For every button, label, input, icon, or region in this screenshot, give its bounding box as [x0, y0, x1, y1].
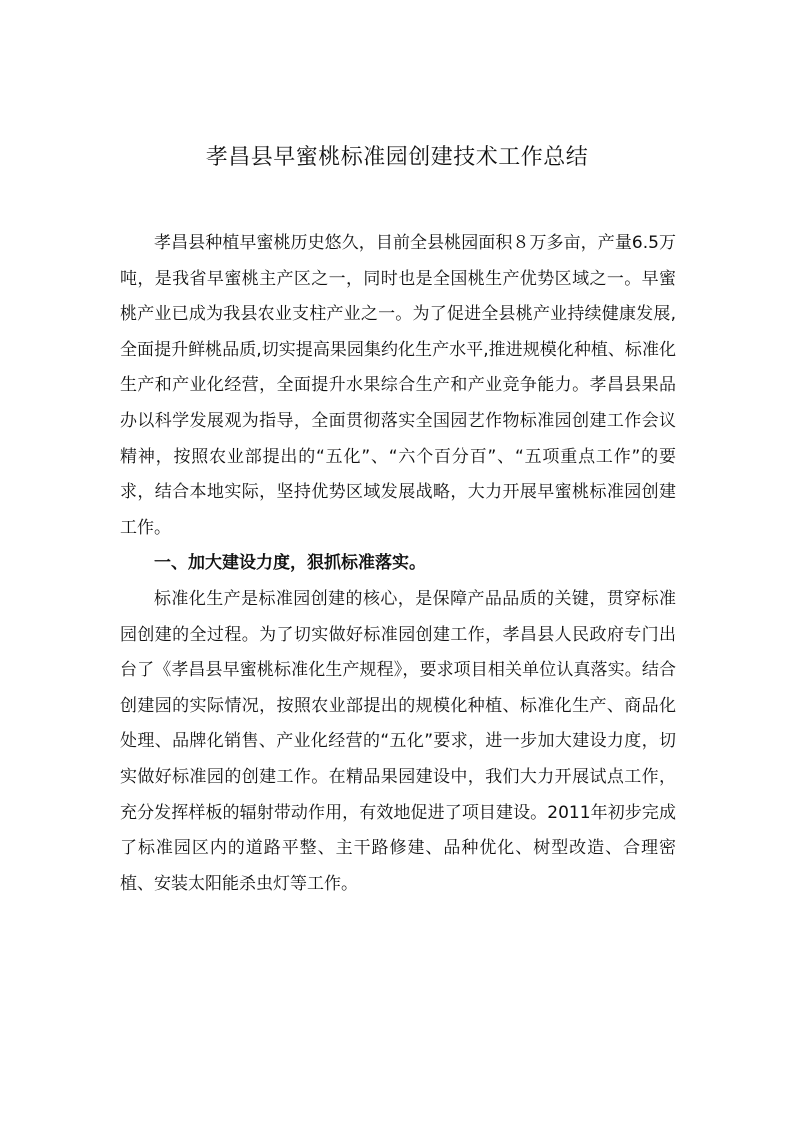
section-paragraph: 标准化生产是标准园创建的核心，是保障产品品质的关键，贯穿标准园创建的全过程。为了切实做好标准园创建工作，孝昌县人民政府专门出台了《孝昌县早蜜桃标准化生产规程》，要求项目相关单位认真落实。结合创建园的实际情况，按照农业部提出的规模化种植、标准化生产、商品化处理、品牌化销售、产业化经营的“五化”要求，进一步加大建设力度，切实做好标准园的创建工作。在精品果园建设中，我们大力开展试点工作，充分发挥样板的辐射带动作用，有效地促进了项目建设。2011年初步完成了标准园区内的道路平整、主干路修建、品种优化、树型改造、合理密植、安装太阳能杀虫灯等工作。 — [120, 588, 676, 894]
section-heading: 一、加大建设力度，狠抓标准落实。 — [154, 553, 426, 574]
document-body — [120, 226, 676, 902]
intro-paragraph: 孝昌县种植早蜜桃历史悠久，目前全县桃园面积８万多亩，产量6.5万吨，是我省早蜜桃主产区之一，同时也是全国桃生产优势区域之一。早蜜桃产业已成为我县农业支柱产业之一。为了促进全县桃产业持续健康发展,全面提升鲜桃品质,切实提高果园集约化生产水平,推进规模化种植、标准化生产和产业化经营，全面提升水果综合生产和产业竞争能力。孝昌县果品办以科学发展观为指导，全面贯彻落实全国园艺作物标准园创建工作会议精神，按照农业部提出的“五化”、“六个百分百”、“五项重点工作”的要求，结合本地实际，坚持优势区域发展战略，大力开展早蜜桃标准园创建工作。 — [120, 233, 676, 538]
document-title: 孝昌县早蜜桃标准园创建技术工作总结 — [205, 145, 589, 170]
